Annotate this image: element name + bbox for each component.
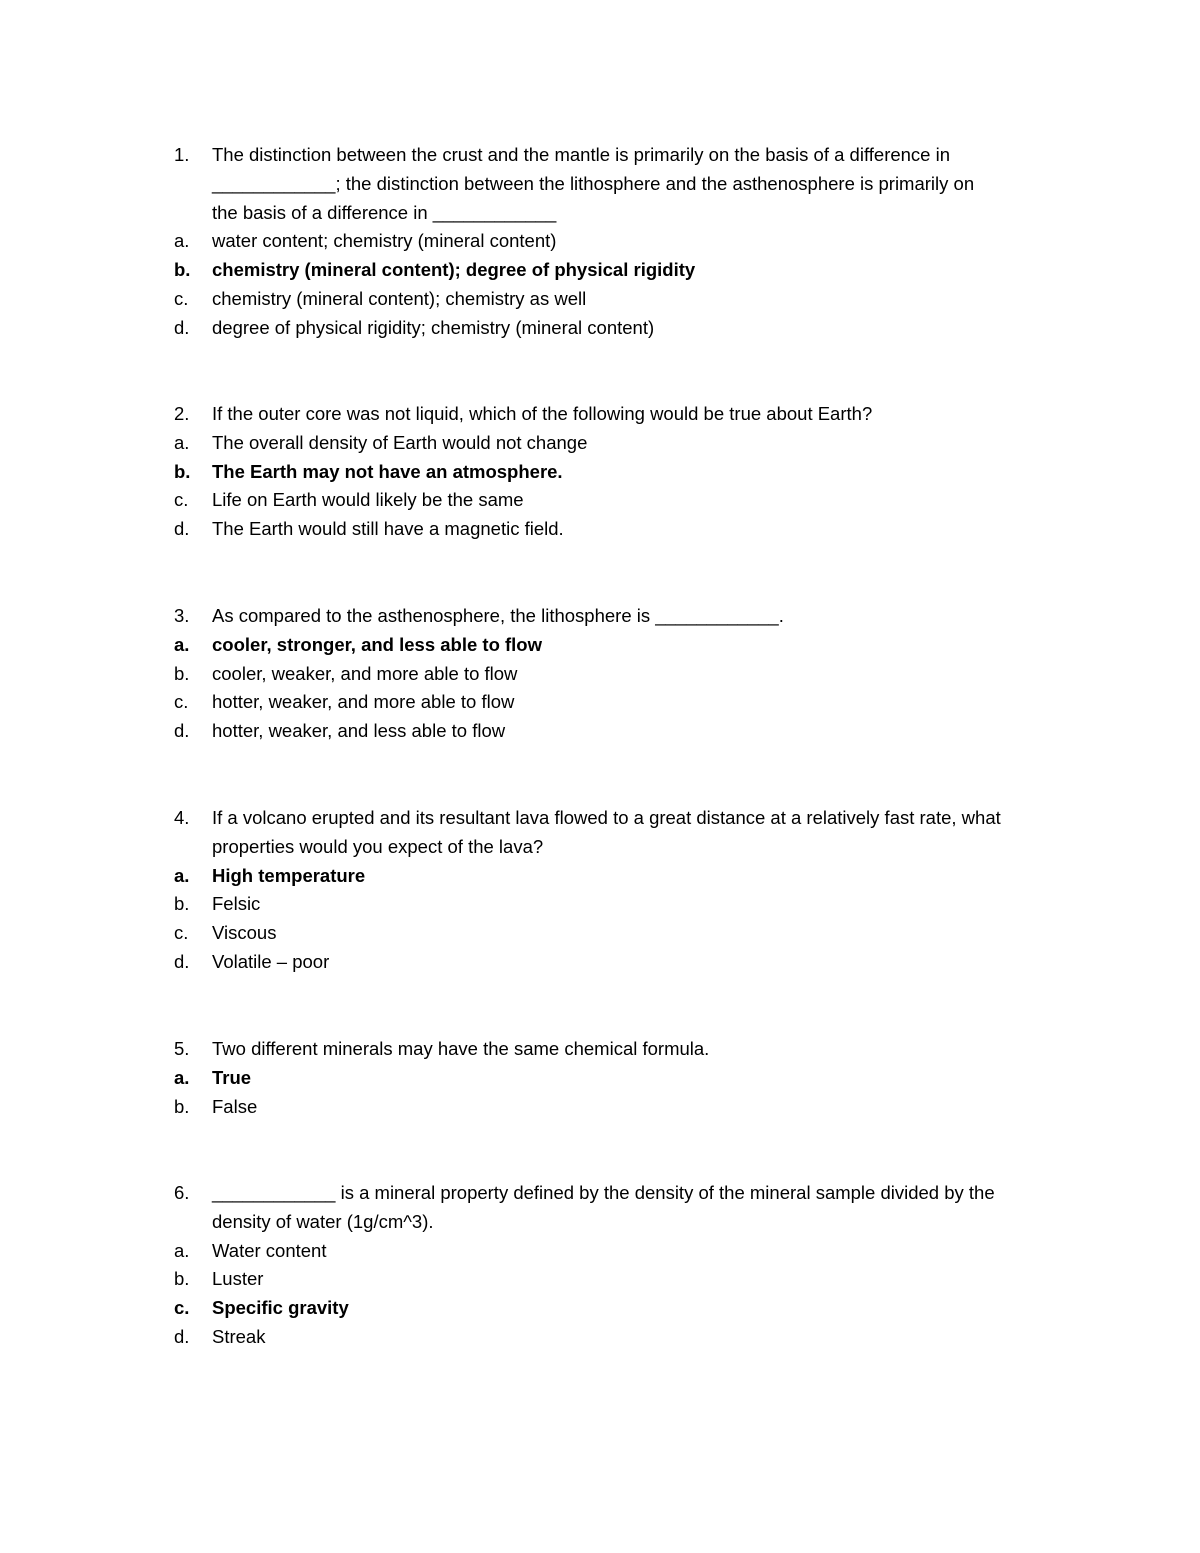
answer-option-a-correct xyxy=(0,862,1200,891)
answer-option-b-correct xyxy=(0,256,1200,285)
option-letter: c. xyxy=(174,489,189,511)
option-text: High temperature xyxy=(212,864,366,886)
answer-option-a xyxy=(0,429,1200,458)
question-text: ____________ is a mineral property defined by the density of the mineral sample divided by the xyxy=(212,1182,995,1203)
answer-option-c xyxy=(0,486,1200,515)
question-stem-line xyxy=(0,400,1200,429)
option-letter: b. xyxy=(174,662,190,684)
option-letter: a. xyxy=(174,230,190,252)
question-stem-line xyxy=(0,1208,1200,1237)
question-1 xyxy=(0,141,1200,343)
option-letter: b. xyxy=(174,460,191,482)
answer-option-c xyxy=(0,688,1200,717)
question-text: As compared to the asthenosphere, the lithosphere is ____________. xyxy=(212,605,784,626)
question-4 xyxy=(0,804,1200,977)
option-letter: b. xyxy=(174,893,190,915)
option-letter: c. xyxy=(174,1297,190,1319)
question-text: ____________; the distinction between the lithosphere and the asthenosphere is primarily on xyxy=(212,172,975,194)
option-text: degree of physical rigidity; chemistry (mineral content) xyxy=(212,316,655,338)
option-letter: b. xyxy=(174,259,191,281)
option-text: False xyxy=(212,1095,258,1117)
option-letter: d. xyxy=(174,720,190,742)
answer-option-b xyxy=(0,660,1200,689)
question-number: 4. xyxy=(174,807,190,828)
option-letter: a. xyxy=(174,1066,190,1088)
option-text: water content; chemistry (mineral content) xyxy=(212,230,557,252)
option-text: Volatile – poor xyxy=(212,950,330,972)
answer-option-b-correct xyxy=(0,458,1200,487)
option-text: Specific gravity xyxy=(212,1297,349,1319)
option-letter: d. xyxy=(174,518,190,540)
question-number: 3. xyxy=(174,605,190,626)
option-letter: a. xyxy=(174,864,190,886)
option-text: Life on Earth would likely be the same xyxy=(212,489,524,511)
option-text: Water content xyxy=(212,1239,327,1261)
question-number: 6. xyxy=(174,1182,190,1203)
question-text: density of water (1g/cm^3). xyxy=(212,1210,434,1232)
answer-option-b xyxy=(0,1093,1200,1122)
option-letter: c. xyxy=(174,287,189,309)
question-stem-line xyxy=(0,199,1200,228)
question-3 xyxy=(0,602,1200,746)
answer-option-c-correct xyxy=(0,1294,1200,1323)
question-text: If the outer core was not liquid, which of the following would be true about Earth? xyxy=(212,403,873,424)
option-text: True xyxy=(212,1066,252,1088)
option-text: chemistry (mineral content); degree of physical rigidity xyxy=(212,259,696,281)
answer-option-b xyxy=(0,890,1200,919)
option-text: Viscous xyxy=(212,922,277,944)
question-stem-line xyxy=(0,141,1200,170)
question-number: 5. xyxy=(174,1038,190,1059)
option-letter: a. xyxy=(174,633,190,655)
question-6 xyxy=(0,1179,1200,1352)
question-number: 1. xyxy=(174,144,190,165)
option-text: The overall density of Earth would not change xyxy=(212,431,588,453)
option-letter: c. xyxy=(174,922,189,944)
answer-option-a xyxy=(0,1237,1200,1266)
answer-option-c xyxy=(0,285,1200,314)
answer-option-d xyxy=(0,1323,1200,1352)
option-text: cooler, weaker, and more able to flow xyxy=(212,662,518,684)
option-letter: b. xyxy=(174,1268,190,1290)
question-text: If a volcano erupted and its resultant lava flowed to a great distance at a relatively fast rate, what xyxy=(212,807,1001,828)
answer-option-d xyxy=(0,948,1200,977)
option-text: Felsic xyxy=(212,893,261,915)
option-text: Luster xyxy=(212,1268,264,1290)
question-text: The distinction between the crust and the mantle is primarily on the basis of a difference in xyxy=(212,144,951,165)
option-text: hotter, weaker, and less able to flow xyxy=(212,720,506,742)
option-text: The Earth would still have a magnetic field. xyxy=(212,518,564,540)
question-stem-line xyxy=(0,804,1200,833)
question-stem-line xyxy=(0,833,1200,862)
question-2 xyxy=(0,400,1200,544)
option-text: Streak xyxy=(212,1325,266,1347)
option-letter: c. xyxy=(174,691,189,713)
answer-option-d xyxy=(0,515,1200,544)
option-text: The Earth may not have an atmosphere. xyxy=(212,460,563,482)
question-text: Two different minerals may have the same chemical formula. xyxy=(212,1038,710,1059)
option-text: hotter, weaker, and more able to flow xyxy=(212,691,515,713)
option-letter: a. xyxy=(174,431,190,453)
option-letter: a. xyxy=(174,1239,190,1261)
question-number: 2. xyxy=(174,403,190,424)
answer-option-d xyxy=(0,314,1200,343)
answer-option-b xyxy=(0,1265,1200,1294)
question-5 xyxy=(0,1035,1200,1121)
answer-option-c xyxy=(0,919,1200,948)
question-text: properties would you expect of the lava? xyxy=(212,835,544,857)
option-letter: d. xyxy=(174,1325,190,1347)
question-text: the basis of a difference in ____________ xyxy=(212,201,557,223)
question-stem-line xyxy=(0,1179,1200,1208)
option-letter: d. xyxy=(174,316,190,338)
option-text: chemistry (mineral content); chemistry as well xyxy=(212,287,587,309)
option-text: cooler, stronger, and less able to flow xyxy=(212,633,543,655)
answer-option-a-correct xyxy=(0,631,1200,660)
answer-option-a xyxy=(0,227,1200,256)
answer-option-a-correct xyxy=(0,1064,1200,1093)
question-stem-line xyxy=(0,602,1200,631)
question-stem-line xyxy=(0,1035,1200,1064)
option-letter: b. xyxy=(174,1095,190,1117)
option-letter: d. xyxy=(174,950,190,972)
answer-option-d xyxy=(0,717,1200,746)
question-stem-line xyxy=(0,170,1200,199)
